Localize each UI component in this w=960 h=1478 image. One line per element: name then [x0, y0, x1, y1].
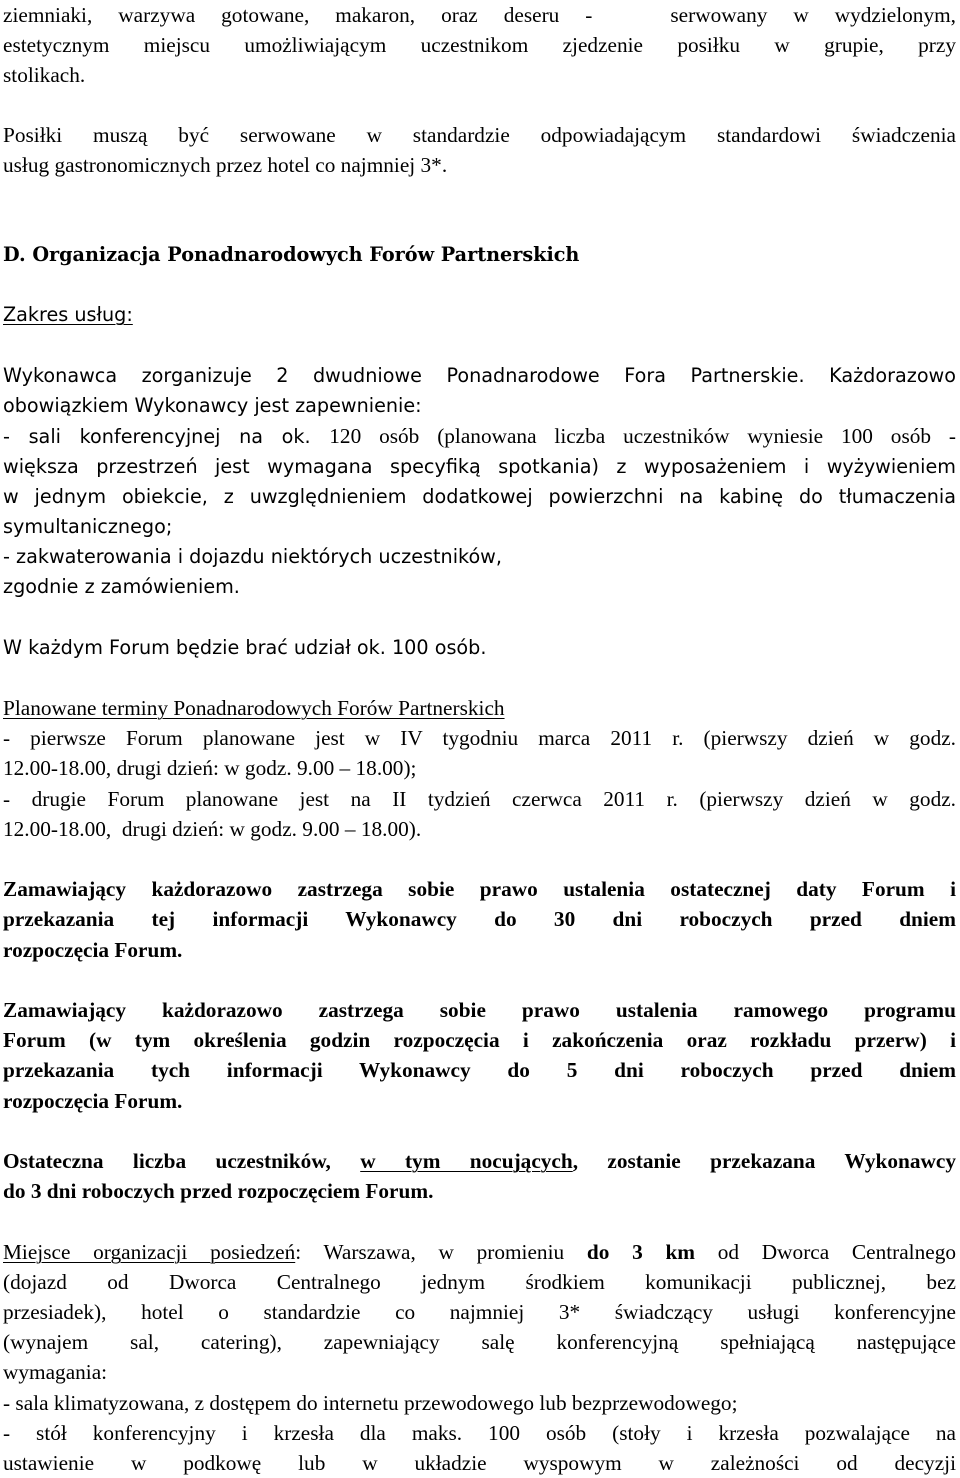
bold-para-1-line-2: przekazania tej informacji Wykonawcy do 30 dni roboczych przed dniem	[3, 907, 956, 931]
scope-line-3	[3, 421, 956, 451]
venue-line-1a: : Warszawa, w promieniu	[295, 1240, 587, 1264]
bold-para-2-line-2: Forum (w tym określenia godzin rozpoczęcia i zakończenia oraz rozkładu przerw) i	[3, 1028, 956, 1052]
terms-line-1: - pierwsze Forum planowane jest w IV tygodniu marca 2011 r. (pierwszy dzień w godz.	[3, 726, 956, 750]
venue-label: Miejsce organizacji posiedzeń	[3, 1240, 296, 1264]
scope-line-7: - zakwaterowania i dojazdu niektórych uczestników,	[3, 545, 502, 568]
venue-distance: do 3 km	[586, 1240, 696, 1264]
bold-para-3-c: , zostanie przekazana Wykonawcy	[572, 1149, 957, 1173]
scope-line-3a: - sali konferencyjnej na ok.	[3, 425, 330, 448]
venue-line-6: - sala klimatyzowana, z dostępem do internetu przewodowego lub bezprzewodowego;	[3, 1391, 738, 1415]
intro-line-4: Posiłki muszą być serwowane w standardzie odpowiadającym standardowi świadczenia	[3, 123, 956, 147]
bold-para-2-line-3: przekazania tych informacji Wykonawcy do 5 dni roboczych przed dniem	[3, 1058, 956, 1082]
bold-para-1-line-1: Zamawiający każdorazowo zastrzega sobie prawo ustalenia ostatecznej daty Forum i	[3, 877, 956, 901]
venue-line-8: ustawienie w podkowę lub w układzie wyspowym w zależności od decyzji	[3, 1451, 956, 1475]
intro-line-5: usług gastronomicznych przez hotel co najmniej 3*.	[3, 153, 448, 177]
scope-line-2: obowiązkiem Wykonawcy jest zapewnienie:	[3, 394, 422, 417]
scope-line-1: Wykonawca zorganizuje 2 dwudniowe Ponadnarodowe Fora Partnerskie. Każdorazowo	[3, 364, 956, 387]
scope-line-4: większa przestrzeń jest wymagana specyfiką spotkania) z wyposażeniem i wyżywieniem	[3, 455, 956, 478]
intro-line-2: estetycznym miejscu umożliwiającym uczestnikom zjedzenie posiłku w grupie, przy	[3, 33, 956, 57]
scope-line-6: symultanicznego;	[3, 515, 173, 538]
scope-label: Zakres usług:	[3, 303, 133, 326]
bold-para-3-line-1	[3, 1146, 956, 1176]
scope-line-8: zgodnie z zamówieniem.	[3, 575, 240, 598]
bold-para-3-b: w tym nocujących	[360, 1149, 573, 1173]
venue-line-1	[3, 1237, 956, 1267]
scope-line-3b: 120 osób (planowana liczba uczestników wyniesie 100 osób -	[329, 424, 956, 448]
venue-line-4: (wynajem sal, catering), zapewniający salę konferencyjną spełniającą następujące	[3, 1330, 956, 1354]
venue-line-3: przesiadek), hotel o standardzie co najmniej 3* świadczący usługi konferencyjne	[3, 1300, 956, 1324]
bold-para-3-line-2: do 3 dni roboczych przed rozpoczęciem Forum.	[3, 1179, 434, 1203]
venue-line-5: wymagania:	[3, 1360, 108, 1384]
participants-line: W każdym Forum będzie brać udział ok. 100 osób.	[3, 636, 487, 659]
section-d-heading: D. Organizacja Ponadnarodowych Forów Partnerskich	[3, 243, 580, 266]
terms-line-2: 12.00-18.00, drugi dzień: w godz. 9.00 – 18.00);	[3, 756, 417, 780]
venue-line-2: (dojazd od Dworca Centralnego jednym środkiem komunikacji publicznej, bez	[3, 1270, 956, 1294]
bold-para-2-line-4: rozpoczęcia Forum.	[3, 1089, 183, 1113]
bold-para-3-a: Ostateczna liczba uczestników,	[3, 1149, 361, 1173]
terms-line-4: 12.00-18.00, drugi dzień: w godz. 9.00 – 18.00).	[3, 817, 422, 841]
venue-line-7: - stół konferencyjny i krzesła dla maks. 100 osób (stoły i krzesła pozwalające na	[3, 1421, 956, 1445]
venue-line-1c: od Dworca Centralnego	[695, 1240, 956, 1264]
intro-line-3: stolikach.	[3, 63, 86, 87]
intro-line-1: ziemniaki, warzywa gotowane, makaron, oraz deseru - serwowany w wydzielonym,	[3, 3, 956, 27]
bold-para-2-line-1: Zamawiający każdorazowo zastrzega sobie prawo ustalenia ramowego programu	[3, 998, 956, 1022]
scope-line-5: w jednym obiekcie, z uwzględnieniem dodatkowej powierzchni na kabinę do tłumaczenia	[3, 485, 956, 508]
terms-line-3: - drugie Forum planowane jest na II tydzień czerwca 2011 r. (pierwszy dzień w godz.	[3, 787, 956, 811]
bold-para-1-line-3: rozpoczęcia Forum.	[3, 938, 183, 962]
terms-label: Planowane terminy Ponadnarodowych Forów Partnerskich	[3, 696, 505, 720]
